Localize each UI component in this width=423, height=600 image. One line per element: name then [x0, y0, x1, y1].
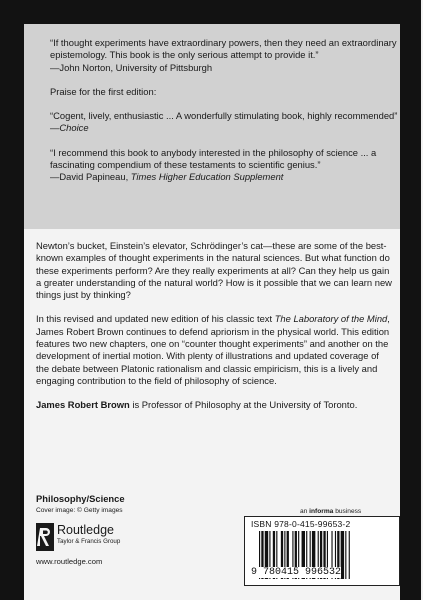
endorsement-1	[50, 37, 400, 74]
endorsement-text: “Cogent, lively, enthusiastic ... A wonderfully stimulating book, highly recommended”	[50, 110, 398, 122]
informa-suffix: business	[333, 508, 362, 515]
author-name: James Robert Brown	[36, 399, 130, 411]
praise-heading: Praise for the first edition:	[50, 85, 157, 97]
endorsement-attribution: —John Norton, University of Pittsburgh	[50, 61, 213, 73]
attribution-publication: Times Higher Education Supplement	[130, 171, 284, 183]
informa-tagline	[300, 508, 361, 515]
endorsement-2	[50, 110, 400, 135]
isbn-number: ISBN 978-0-415-99653-2	[251, 519, 351, 529]
endorsement-3	[50, 147, 400, 184]
publisher-url: www.routledge.com	[36, 557, 103, 566]
endorsement-text: “If thought experiments have extraordinary powers, then they need an extraordinary epistemology. This book is the only serious attempt to provide it.”	[50, 37, 397, 61]
barcode-digits	[251, 567, 397, 578]
attribution-name: —David Papineau,	[50, 171, 131, 183]
routledge-r-logo-icon	[36, 523, 54, 551]
subject-category: Philosophy/Science	[36, 493, 125, 504]
publisher-block	[36, 523, 166, 566]
endorsement-attribution: —Choice	[50, 122, 89, 134]
publisher-name: Routledge	[57, 523, 114, 537]
book-description	[36, 240, 394, 424]
book-title: The Laboratory of the Mind	[274, 313, 388, 325]
paragraph-text: In this revised and updated new edition of his classic text	[36, 313, 275, 325]
isbn-barcode	[244, 516, 400, 586]
endorsement-text: “I recommend this book to anybody interested in the philosophy of science ... a fascinating compendium of these testaments to scientific genius.”	[50, 146, 377, 171]
informa-prefix: an	[300, 508, 310, 515]
author-bio-text: is Professor of Philosophy at the University of Toronto.	[129, 399, 358, 411]
description-paragraph-2	[36, 313, 394, 387]
publisher-group: Taylor & Francis Group	[57, 538, 121, 545]
description-paragraph-1: Newton’s bucket, Einstein’s elevator, Schrödinger’s cat—these are some of the best-known examples of thought experiments in the natural sciences. But what function do these experiments perform? Are they really experiments at all? Can they help us gain a greater understanding of the natural world? How is it possible that we can learn new things just by thinking?	[36, 240, 392, 301]
informa-brand: informa	[309, 508, 334, 515]
cover-credit: Cover image: © Getty images	[36, 507, 123, 514]
endorsement-attribution	[50, 171, 400, 183]
paragraph-text: , James Robert Brown continues to defend apriorism in the physical world. This edition features two new chapters, one on “counter thought experiments” and another on the development of inertial motion. With plenty of illustrations and updated coverage of the debate between Platonic rationalism and classic empiricism, this is a lively and engaging contribution to the field of philosophy of science.	[36, 313, 390, 386]
endorsements	[50, 37, 400, 196]
author-bio	[36, 399, 394, 411]
barcode-number: 9 780415 996532	[251, 567, 342, 578]
